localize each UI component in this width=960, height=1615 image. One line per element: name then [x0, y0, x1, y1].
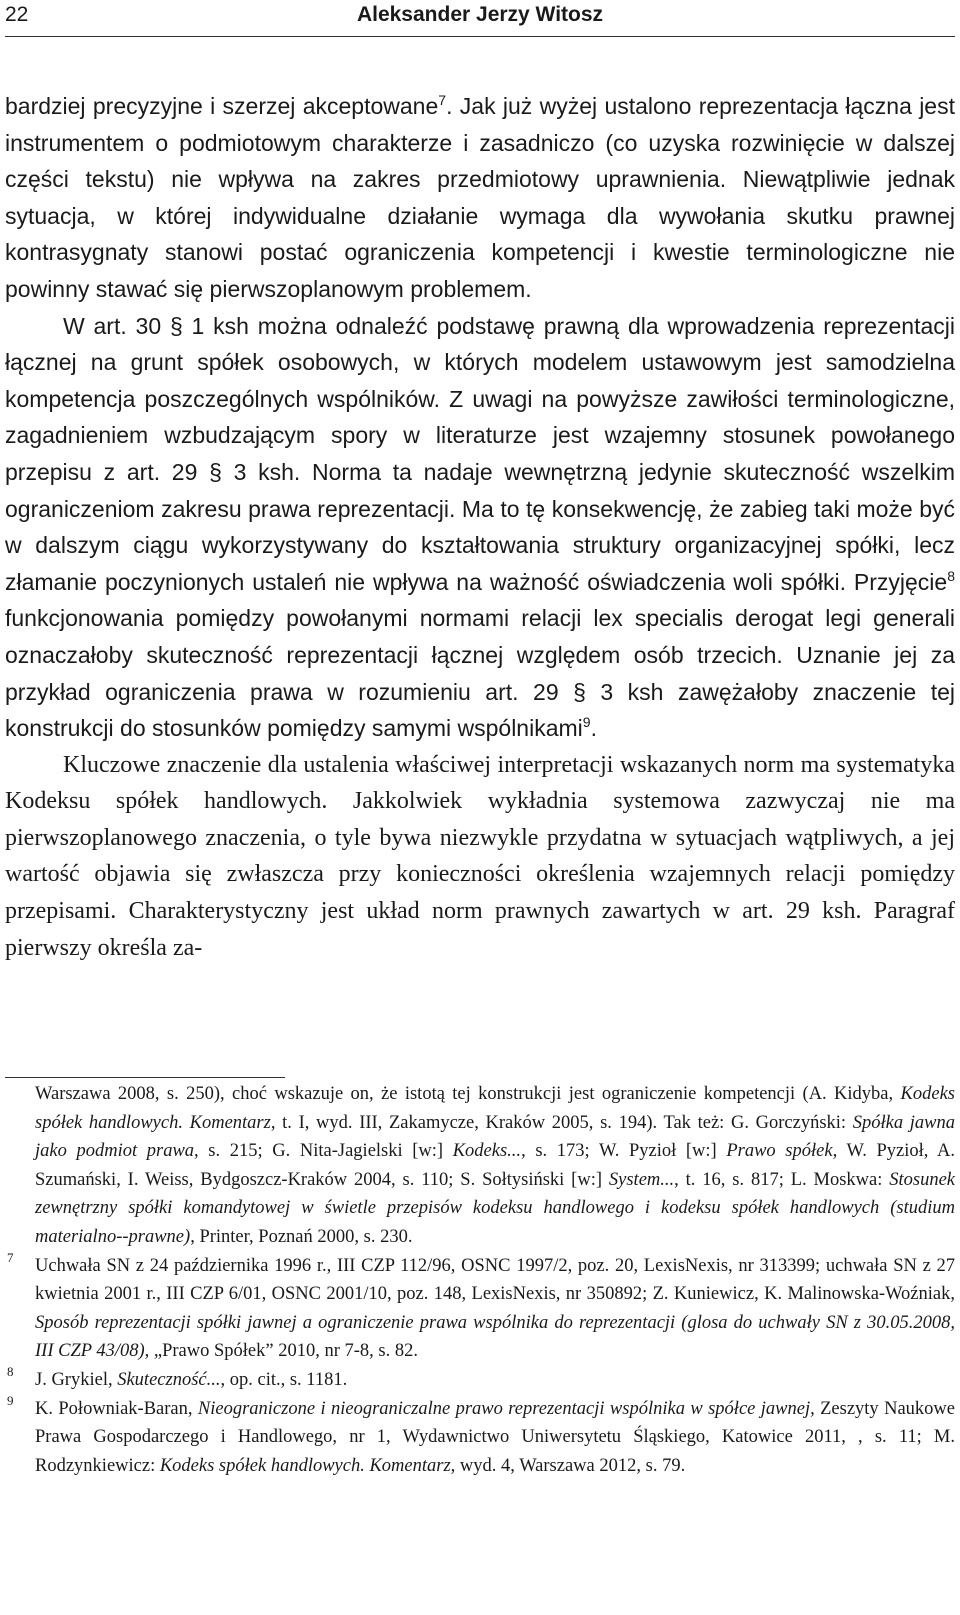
paragraph-1-text-a: bardziej precyzyjne i szerzej akceptowane [5, 93, 439, 119]
paragraph-2-text-b: funkcjonowania pomiędzy powołanymi normami relacji lex specialis derogat legi generali oznaczałoby skuteczność reprezentacji łącznej względem osób trzecich. Uznanie jej za przykład ograniczenia prawa w rozumieniu art. 29 § 3 ksh zawężałoby znaczenie tej konstrukcji do stosunków pomiędzy samymi wspólnikami [5, 605, 955, 742]
paragraph-2 [5, 308, 955, 747]
fn-cont-title-4: Prawo spółek [726, 1141, 833, 1162]
footnote-9 [5, 1392, 955, 1481]
paragraph-3: Kluczowe znaczenie dla ustalenia właściwej interpretacji wskazanych norm ma systematyka Kodeksu spółek handlowych. Jakkolwiek wykładnia systemowa zazwyczaj nie ma pierwszoplanowego znaczenia, o tyle bywa niezwykle przydatna w sytuacjach wątpliwych, a jej wartość objawia się zwłaszcza przy konieczności określenia wzajemnych relacji pomiędzy przepisami. Charakterystyczny jest układ norm prawnych zawartych w art. 29 ksh. Paragraf pierwszy określa za- [5, 751, 955, 961]
footnote-ref-9: 9 [582, 714, 591, 731]
footnote-8-number: 8 [7, 1363, 14, 1379]
fn8-title-1: Skuteczność... [117, 1369, 221, 1390]
fn9-title-1: Nieograniczone i nieograniczalne prawo reprezentacji wspólnika w spółce jawnej, [197, 1398, 815, 1419]
fn9-text-3: , wyd. 4, Warszawa 2012, s. 79. [450, 1455, 686, 1476]
fn9-text-1: K. Połowniak-Baran, [35, 1398, 198, 1419]
fn7-text-2: , „Prawo Spółek” 2010, nr 7-8, s. 82. [144, 1341, 418, 1362]
fn-cont-text-6: , t. 16, s. 817; L. Moskwa: [674, 1169, 890, 1190]
paragraph-2-text-a: W art. 30 § 1 ksh można odnaleźć podstawę prawną dla wprowadzenia reprezentacji łącznej na grunt spółek osobowych, w których modelem ustawowym jest samodzielna kompetencja poszczególnych wspólników. Z uwagi na powyższe zawiłości terminologiczne, zagadnieniem wzbudzającym spory w literaturze jest wzajemny stosunek powołanego przepisu z art. 29 § 3 ksh. Norma ta nadaje wewnętrzną jedynie skuteczność wszelkim ograniczeniom zakresu prawa reprezentacji. Ma to tę konsekwencję, że zabieg taki może być w dalszym ciągu wykorzystywany do kształtowania struktury organizacyjnej spółki, lecz złamanie poczynionych ustaleń nie wpływa na ważność oświadczenia woli spółki. Przyjęcie [5, 312, 955, 595]
fn-cont-text-4: , s. 173; W. Pyzioł [w:] [521, 1141, 727, 1162]
fn7-title-1: Sposób reprezentacji spółki jawnej a ograniczenie prawa wspólnika do reprezentacji (glosa do uchwały SN z 30.05.2008, III CZP 43/08) [35, 1312, 955, 1362]
document-page [5, 0, 955, 1615]
fn-cont-title-6: Stosunek zewnętrzny spółki komandytowej w świetle przepisów kodeksu handlowego i kodeksu spółek handlowych (studium materialno--prawne) [35, 1169, 956, 1247]
footnote-ref-8: 8 [947, 567, 955, 584]
running-header [5, 0, 955, 37]
footnote-7-number: 7 [7, 1249, 14, 1265]
fn-cont-title-1: Kodeks spółek handlowych. Komentarz [35, 1084, 955, 1133]
running-head-author: Aleksander Jerzy Witosz [356, 3, 604, 26]
fn9-title-2: Kodeks spółek handlowych. Komentarz [159, 1455, 451, 1476]
fn-cont-text-3: , s. 215; G. Nita-Jagielski [w:] [194, 1141, 453, 1162]
paragraph-1 [5, 88, 955, 308]
paragraph-1-text-b: . Jak już wyżej ustalono reprezentacja łączna jest instrumentem o podmiotowym charakterze i zasadniczo (co uzyska rozwinięcie w dalszej części tekstu) nie wpływa na zakres przedmiotowy uprawnienia. Niewątpliwie jednak sytuacja, w której indywidualne działanie wymaga dla wywołania skutku prawnej kontrasygnaty stanowi postać ograniczenia kompetencji i kwestie terminologiczne nie powinny stawać się pierwszoplanowym problemem. [5, 93, 955, 302]
footnote-7 [5, 1249, 955, 1366]
fn9-text-2: Zeszyty Naukowe Prawa Gospodarczego i Handlowego, nr 1, Wydawnictwo Uniwersytetu Śląskiego, Katowice 2011, , s. 11; M. Rodzynkiewicz: [35, 1398, 955, 1476]
footnote-ref-7: 7 [438, 92, 447, 108]
footnote-9-number: 9 [7, 1392, 14, 1408]
fn-cont-title-5: System... [608, 1169, 675, 1190]
fn-cont-text-7: , Printer, Poznań 2000, s. 230. [190, 1226, 413, 1247]
paragraph-2-text-c: . [590, 715, 597, 742]
fn-cont-title-3: Kodeks... [452, 1141, 522, 1162]
fn8-text-2: , op. cit., s. 1181. [220, 1369, 348, 1390]
page-number: 22 [5, 3, 29, 26]
fn-cont-title-2: Spółka jawna jako podmiot prawa [35, 1112, 955, 1162]
footnotes [5, 1080, 955, 1480]
fn-cont-text-1: Warszawa 2008, s. 250), choć wskazuje on, że istotą tej konstrukcji jest ograniczenie kompetencji (A. Kidyba, [35, 1084, 901, 1104]
footnote-8 [5, 1363, 955, 1395]
fn-cont-text-2: , t. I, wyd. III, Zakamycze, Kraków 2005, s. 194). Tak też: G. Gorczyński: [270, 1112, 853, 1133]
main-text [5, 88, 955, 966]
fn-cont-text-5: , W. Pyzioł, A. Szumański, I. Weiss, Bydgoszcz-Kraków 2004, s. 110; S. Sołtysiński [w:] [35, 1141, 955, 1190]
fn8-text-1: J. Grykiel, [35, 1369, 118, 1390]
footnote-divider [5, 1077, 285, 1078]
footnote-continuation [5, 1080, 955, 1252]
fn7-text-1: Uchwała SN z 24 października 1996 r., III CZP 112/96, OSNC 1997/2, poz. 20, LexisNexis, nr 313399; uchwała SN z 27 kwietnia 2001 r., III CZP 6/01, OSNC 2001/10, poz. 148, LexisNexis, nr 350892; Z. Kuniewicz, K. Malinowska-Woźniak, [35, 1255, 955, 1305]
